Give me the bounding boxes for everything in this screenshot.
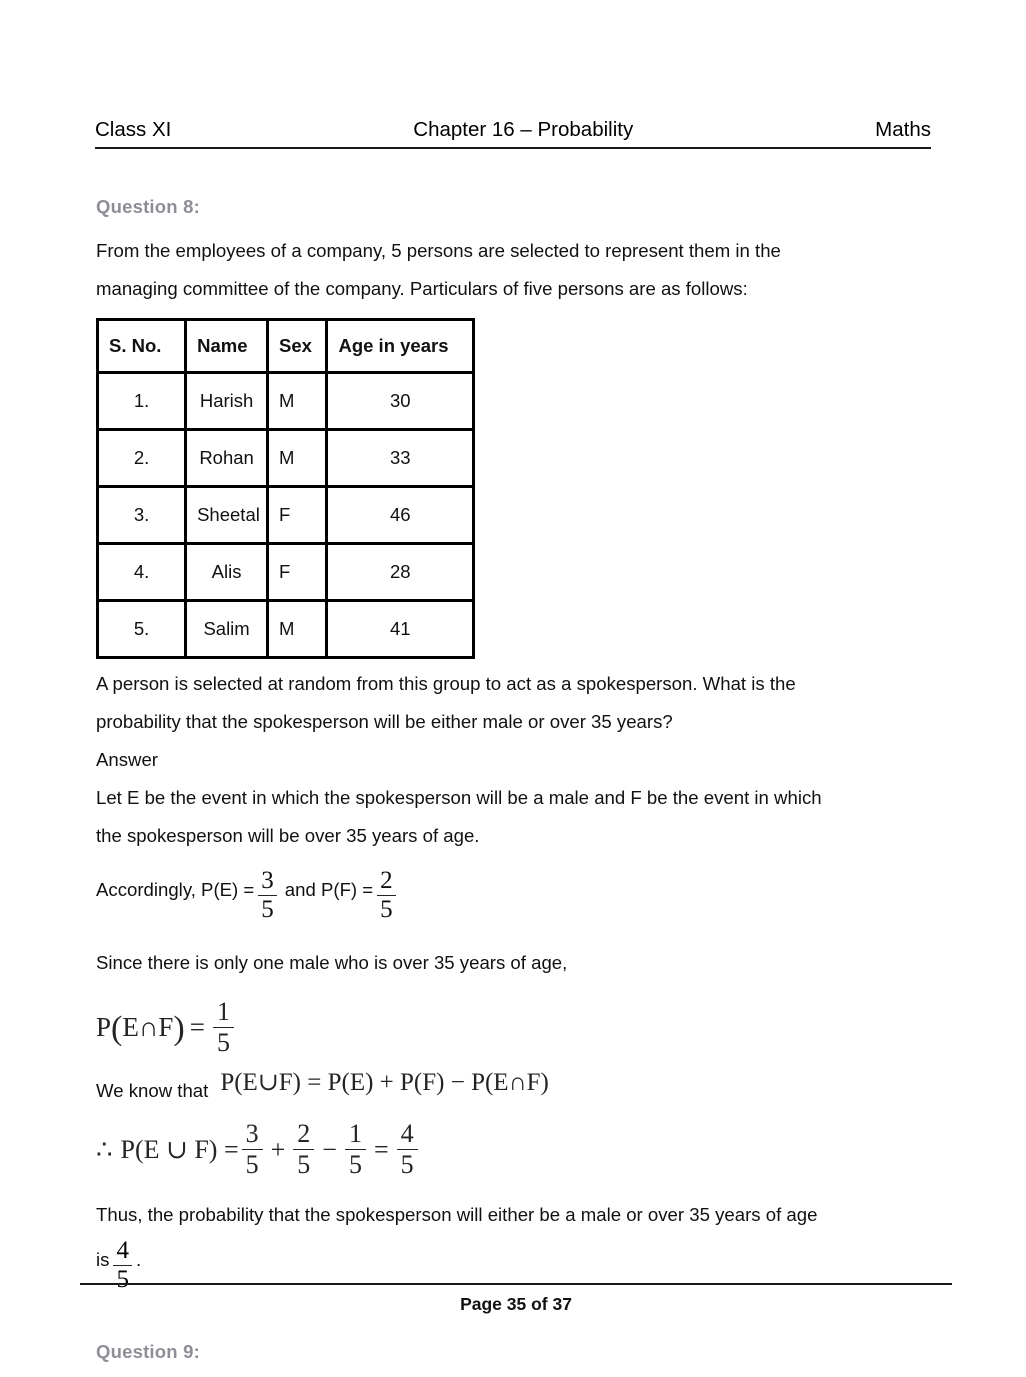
fraction-intersection-value bbox=[213, 998, 234, 1058]
cell-age: 33 bbox=[327, 430, 474, 487]
accordingly-middle: and P(F) = bbox=[284, 879, 374, 900]
fraction-denominator: 5 bbox=[380, 896, 393, 924]
cell-sex: F bbox=[268, 544, 327, 601]
fraction-result bbox=[397, 1120, 418, 1180]
cell-name: Sheetal bbox=[186, 487, 268, 544]
cell-age: 46 bbox=[327, 487, 474, 544]
equals-sign: = bbox=[373, 1134, 389, 1164]
cell-sex: M bbox=[268, 601, 327, 658]
question-8-prompt-line-1: From the employees of a company, 5 persons are selected to represent them in the bbox=[96, 240, 781, 261]
cell-serial: 1. bbox=[98, 373, 186, 430]
column-header-sex: Sex bbox=[268, 320, 327, 373]
fraction-numerator: 4 bbox=[400, 1118, 414, 1148]
cell-age: 41 bbox=[327, 601, 474, 658]
equation-intersection: P ( E ∩ F ) = $\frac{1}{5}$ bbox=[96, 998, 936, 1058]
cell-name: Salim bbox=[186, 601, 268, 658]
fraction-denominator: 5 bbox=[216, 1028, 230, 1058]
cell-serial: 4. bbox=[98, 544, 186, 601]
we-know-that-line bbox=[96, 1068, 936, 1104]
table-row bbox=[98, 430, 474, 487]
cell-serial: 2. bbox=[98, 430, 186, 487]
question-8-prompt bbox=[96, 232, 936, 308]
fraction-numerator: 4 bbox=[116, 1236, 129, 1264]
fraction-probability-e bbox=[258, 868, 277, 924]
fraction-numerator: 1 bbox=[216, 996, 230, 1026]
we-know-label: We know that bbox=[96, 1079, 209, 1101]
cell-serial: 3. bbox=[98, 487, 186, 544]
answer-body bbox=[96, 779, 936, 855]
cell-serial: 5. bbox=[98, 601, 186, 658]
cell-sex: F bbox=[268, 487, 327, 544]
cell-age: 28 bbox=[327, 544, 474, 601]
page-header bbox=[95, 118, 931, 149]
table-row bbox=[98, 544, 474, 601]
answer-label: Answer bbox=[96, 749, 159, 770]
accordingly-line bbox=[96, 867, 936, 932]
table-row bbox=[98, 487, 474, 544]
question-8-heading: Question 8: bbox=[96, 196, 200, 217]
plus-sign: + bbox=[270, 1134, 286, 1164]
equation-event-e: E bbox=[122, 1012, 139, 1043]
page-content bbox=[96, 196, 936, 1377]
column-header-serial: S. No. bbox=[98, 320, 186, 373]
question-8-prompt-line-2: managing committee of the company. Particulars of five persons are as follows: bbox=[96, 278, 748, 299]
column-header-name: Name bbox=[186, 320, 268, 373]
question-8-prompt-continued bbox=[96, 665, 936, 779]
equation-final-lhs: P(E ∪ F) = bbox=[120, 1134, 239, 1164]
accordingly-prefix: Accordingly, P(E) = bbox=[96, 879, 255, 900]
cell-sex: M bbox=[268, 430, 327, 487]
table-row bbox=[98, 373, 474, 430]
cell-sex: M bbox=[268, 373, 327, 430]
equation-event-f: F bbox=[158, 1012, 174, 1043]
fraction-term-2 bbox=[293, 1120, 314, 1180]
cell-name: Harish bbox=[186, 373, 268, 430]
since-line: Since there is only one male who is over 35 years of age, bbox=[96, 951, 568, 973]
fraction-denominator: 5 bbox=[261, 896, 274, 924]
fraction-numerator: 2 bbox=[297, 1118, 311, 1148]
fraction-numerator: 3 bbox=[245, 1118, 259, 1148]
fraction-denominator: 5 bbox=[297, 1150, 311, 1180]
fraction-numerator: 2 bbox=[380, 867, 393, 894]
fraction-denominator: 5 bbox=[245, 1150, 259, 1180]
header-subject-label: Maths bbox=[875, 118, 931, 141]
fraction-denominator: 5 bbox=[116, 1266, 129, 1294]
equals-sign: = bbox=[189, 1012, 205, 1043]
answer-line-2: the spokesperson will be over 35 years of age. bbox=[96, 825, 480, 846]
page-number-label: Page 35 of 37 bbox=[460, 1294, 572, 1314]
page-footer bbox=[80, 1283, 952, 1315]
header-class-label: Class XI bbox=[95, 118, 172, 141]
fraction-numerator: 1 bbox=[348, 1118, 362, 1148]
equation-union-rule: P(E∪F) = P(E) + P(F) − P(E∩F) bbox=[220, 1068, 549, 1096]
fraction-term-3 bbox=[345, 1120, 366, 1180]
question-9-heading: Question 9: bbox=[96, 1341, 200, 1363]
table-row bbox=[98, 601, 474, 658]
equation-final-union bbox=[96, 1120, 936, 1180]
answer-line-1: Let E be the event in which the spokesperson will be a male and F be the event in which bbox=[96, 787, 822, 808]
column-header-age: Age in years bbox=[327, 320, 474, 373]
table-header-row bbox=[98, 320, 474, 373]
particulars-table-wrapper bbox=[96, 318, 936, 659]
intersection-icon: ∩ bbox=[138, 1012, 159, 1043]
fraction-term-1 bbox=[242, 1120, 263, 1180]
question-8-prompt-line-4: probability that the spokesperson will be either male or over 35 years? bbox=[96, 711, 673, 732]
question-8-prompt-line-3: A person is selected at random from this group to act as a spokesperson. What is the bbox=[96, 673, 796, 694]
equation-p-symbol: P bbox=[96, 1012, 112, 1043]
thus-line: Thus, the probability that the spokesperson will either be a male or over 35 years of age bbox=[96, 1203, 818, 1225]
fraction-probability-f bbox=[377, 868, 396, 924]
cell-name: Rohan bbox=[186, 430, 268, 487]
minus-sign: − bbox=[322, 1134, 337, 1164]
particulars-table bbox=[96, 318, 475, 659]
final-answer-prefix: is bbox=[96, 1248, 110, 1270]
fraction-denominator: 5 bbox=[348, 1150, 362, 1180]
cell-name: Alis bbox=[186, 544, 268, 601]
cell-age: 30 bbox=[327, 373, 474, 430]
header-chapter-title: Chapter 16 – Probability bbox=[413, 118, 634, 141]
fraction-numerator: 3 bbox=[261, 867, 274, 894]
final-answer-period: . bbox=[135, 1248, 142, 1270]
fraction-denominator: 5 bbox=[400, 1150, 414, 1180]
therefore-icon: ∴ bbox=[96, 1134, 113, 1164]
